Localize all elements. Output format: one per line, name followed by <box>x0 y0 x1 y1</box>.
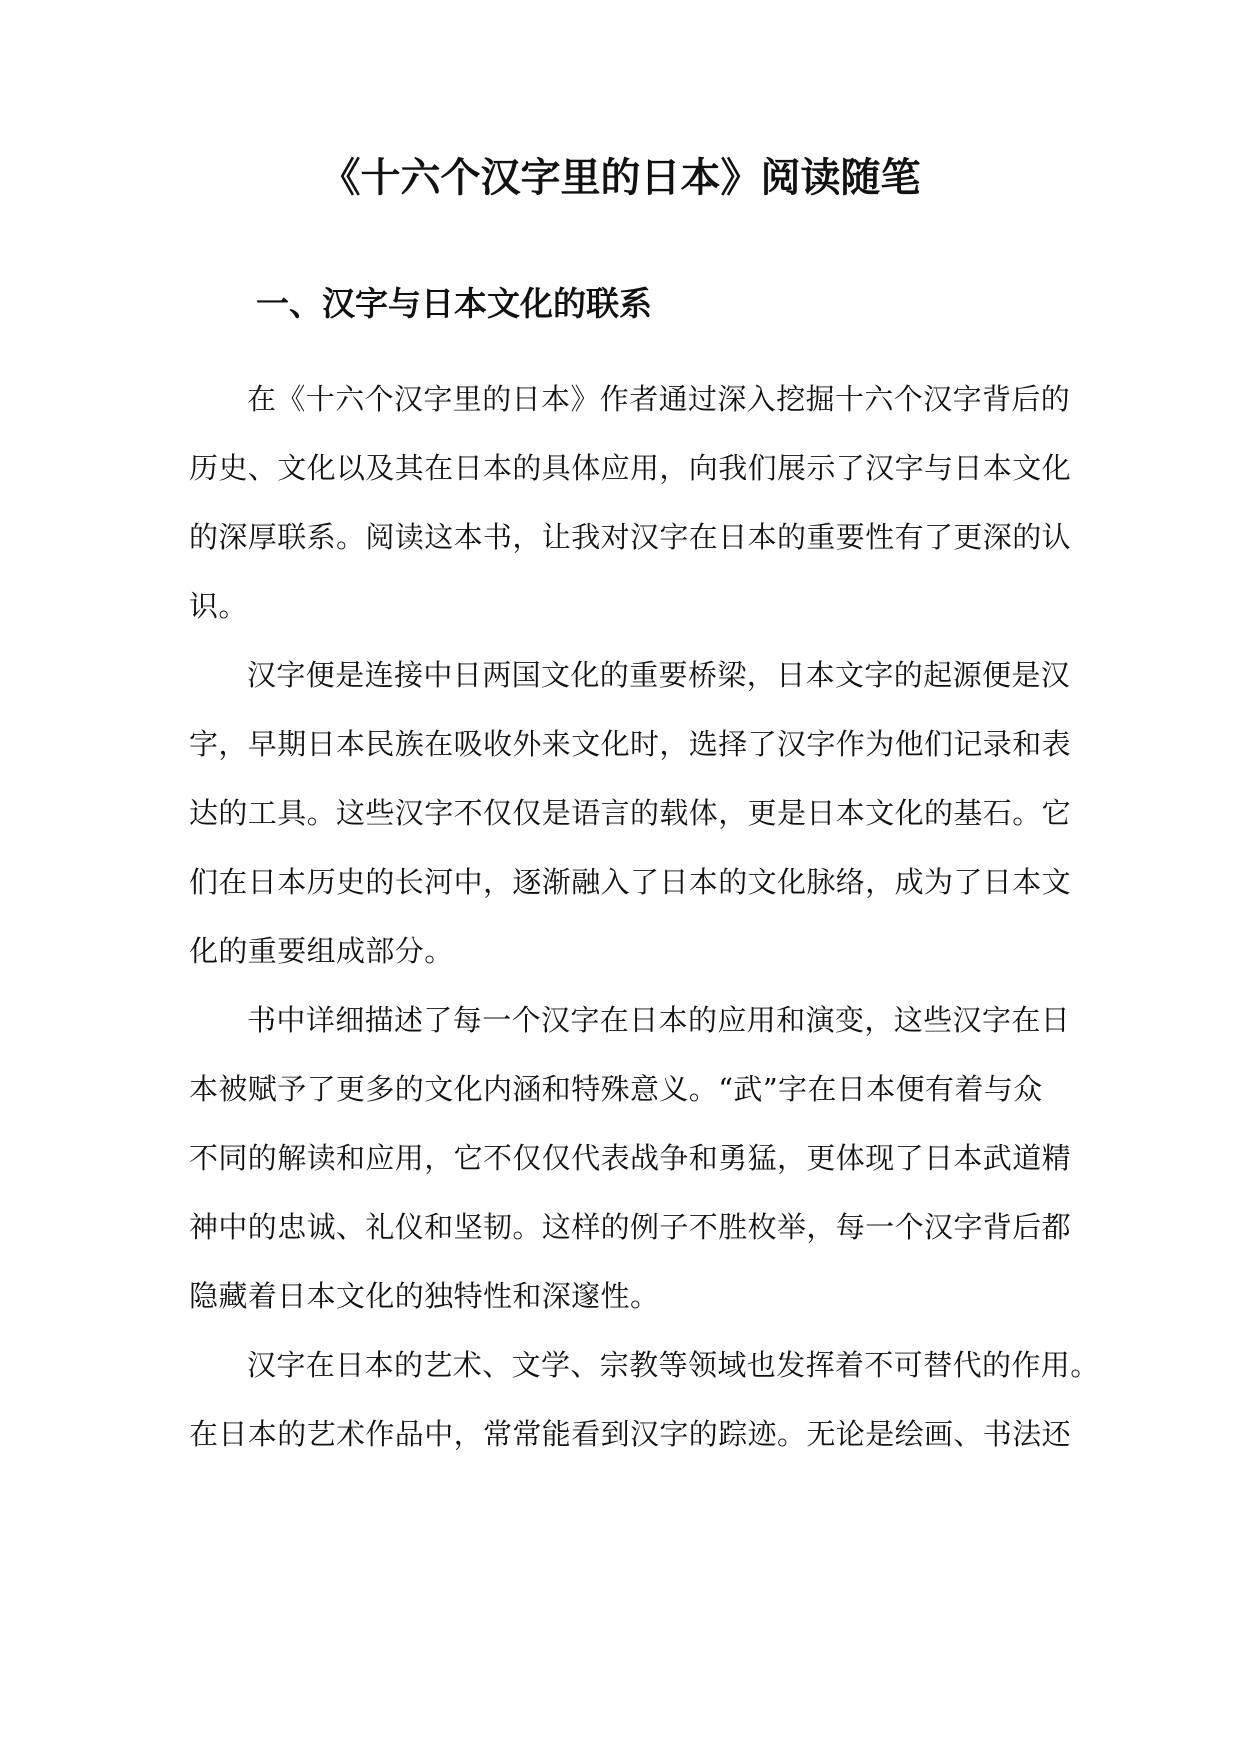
paragraph <box>189 641 1072 986</box>
paragraph-line: 汉字便是连接中日两国文化的重要桥梁，日本文字的起源便是汉 <box>247 658 1071 692</box>
document-title: 《十六个汉字里的日本》阅读随笔 <box>320 154 921 201</box>
paragraph <box>189 986 1072 1331</box>
paragraph-line: 本被赋予了更多的文化内涵和特殊意义。“武”字在日本便有着与众 <box>189 1072 1043 1106</box>
document-body <box>189 365 1100 1469</box>
section-heading: 一、汉字与日本文化的联系 <box>256 284 652 323</box>
paragraph-line: 书中详细描述了每一个汉字在日本的应用和演变，这些汉字在日 <box>247 1003 1071 1037</box>
paragraph <box>189 365 1072 641</box>
paragraph-line: 达的工具。这些汉字不仅仅是语言的载体，更是日本文化的基石。它 <box>189 796 1072 830</box>
paragraph-line: 历史、文化以及其在日本的具体应用，向我们展示了汉字与日本文化 <box>189 451 1072 485</box>
paragraph-line: 们在日本历史的长河中，逐渐融入了日本的文化脉络，成为了日本文 <box>189 865 1072 899</box>
paragraph-line: 不同的解读和应用，它不仅仅代表战争和勇猛，更体现了日本武道精 <box>189 1141 1072 1175</box>
paragraph-line: 在日本的艺术作品中，常常能看到汉字的踪迹。无论是绘画、书法还 <box>189 1417 1072 1451</box>
paragraph-line: 汉字在日本的艺术、文学、宗教等领域也发挥着不可替代的作用。 <box>247 1348 1100 1382</box>
paragraph-line: 识。 <box>189 589 248 623</box>
paragraph-line: 神中的忠诚、礼仪和坚韧。这样的例子不胜枚举，每一个汉字背后都 <box>189 1210 1072 1244</box>
paragraph <box>189 1331 1100 1469</box>
paragraph-line: 字，早期日本民族在吸收外来文化时，选择了汉字作为他们记录和表 <box>189 727 1072 761</box>
paragraph-line: 的深厚联系。阅读这本书，让我对汉字在日本的重要性有了更深的认 <box>189 520 1072 554</box>
paragraph-line: 化的重要组成部分。 <box>189 934 454 968</box>
paragraph-line: 隐藏着日本文化的独特性和深邃性。 <box>189 1279 660 1313</box>
paragraph-line: 在《十六个汉字里的日本》作者通过深入挖掘十六个汉字背后的 <box>247 382 1071 416</box>
